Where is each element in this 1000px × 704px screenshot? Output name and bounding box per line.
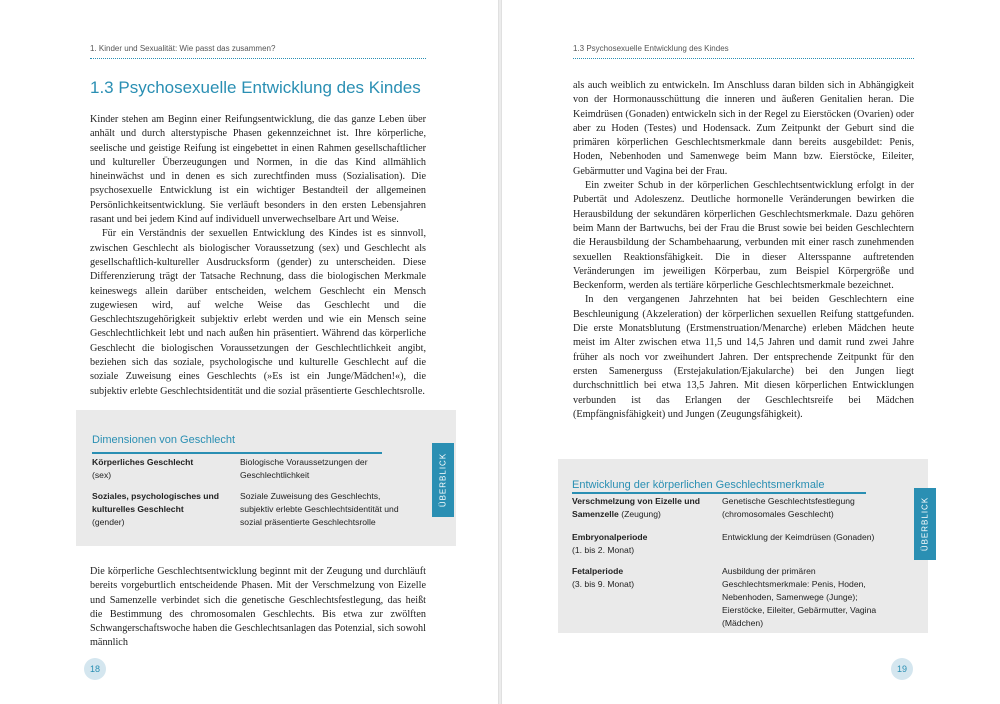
box-term-note: (sex) [92, 470, 112, 480]
paragraph: Kinder stehen am Beginn einer Reifungsentwicklung, die das ganze Leben über anhält und durch alterstypische Phasen gekennzeichnet ist. Ihre körperliche, seelische und geistige Reifung ist eingebettet in einen Rahmen gesellschaftlicher und kultureller Überzeugungen und Normen, in die das Kind allmählich hineinwächst und in denen es sich zurechtfinden muss (Sozialisation). Die psychosexuelle Entwicklung ist ein wichtiger Bestandteil der allgemeinen Persönlichkeitsentwicklung. Sie verläuft besonders in den ersten Lebensjahren rasant und bei jedem Kind auf individuell unverwechselbare Art und Weise. [90, 114, 426, 226]
box-term: Fetalperiode [572, 566, 624, 576]
paragraph: Ein zweiter Schub in der körperlichen Geschlechtsentwicklung erfolgt in der Pubertät und Adoleszenz. Deutliche hormonelle Veränderungen bewirken die Herausbildung der sekundären körperlichen Geschlechtsmerkmale. Dazu gehören beim Mann der Bartwuchs, bei der Frau die Brust sowie bei beiden Geschlechtern die Herausbildung der Schambehaarung, verbunden mit einer rasch zunehmenden sexuellen Reaktionsfähigkeit. Die in dieser Altersspanne auftretenden Veränderungen im jeweiligen Körperbau, zum Beispiel Körpergröße und Beckenform, werden als tertiäre körperliche Geschlechtsmerkmale bezeichnet. [573, 180, 914, 292]
page-number: 19 [891, 658, 913, 680]
running-head: 1. Kinder und Sexualität: Wie passt das zusammen? [90, 44, 276, 53]
box-description: Entwicklung der Keimdrüsen (Gonaden) [722, 532, 875, 542]
box-title: Entwicklung der körperlichen Geschlechtsmerkmale [572, 479, 825, 491]
body-text-bottom [90, 565, 426, 651]
box-description: Soziale Zuweisung des Geschlechts, subjektiv erlebte Geschlechtsidentität und sozial präsentierte Geschlechtsrolle [240, 491, 399, 527]
box-term: Embryonalperiode [572, 532, 648, 542]
box-term-note: (gender) [92, 517, 125, 527]
box-term-note: (Zeugung) [621, 509, 661, 519]
running-head-rule [573, 58, 914, 59]
body-text-top [90, 113, 426, 399]
box-title: Dimensionen von Geschlecht [92, 434, 236, 446]
paragraph: Für ein Verständnis der sexuellen Entwicklung des Kindes ist es sinnvoll, zwischen Geschlecht als biologischer Voraussetzung (sex) und Geschlecht als gesellschaftlich-kultureller Ausdrucksform (gender) zu unterscheiden. Diese Differenzierung trägt der Tatsache Rechnung, dass die biologischen Merkmale keineswegs allein darüber entscheiden, welchem Geschlecht ein Mensch zugewiesen wird, auf welche Weise das Geschlecht und die Geschlechtszugehörigkeit subjektiv erlebt werden und wie ein Mensch seine Geschlechtlichkeit lebt und nach außen hin präsentiert. Während das körperliche Geschlecht die biologischen Voraussetzungen der Geschlechtlichkeit angibt, beziehen sich das soziale, psychologische und kulturelle Geschlecht auf die soziale Zuweisung eines Geschlechts (»Es ist ein Junge/Mädchen!«), die subjektiv erlebte Geschlechtsidentität und die sozial präsentierte Geschlechtsrolle. [90, 228, 426, 397]
box-term: Körperliches Geschlecht [92, 457, 194, 467]
section-title: 1.3 Psychosexuelle Entwicklung des Kindes [90, 78, 421, 97]
box-title-rule [92, 452, 382, 454]
running-head-rule [90, 58, 426, 59]
box-term: Verschmelzung von Eizelle und Samenzelle [572, 496, 700, 519]
paragraph: Die körperliche Geschlechtsentwicklung beginnt mit der Zeugung und durchläuft bereits vorgeburtlich entscheidende Phasen. Mit der Verschmelzung von Eizelle und Samenzelle verbindet sich die genetische Geschlechtsfestlegung, das heißt die Bestimmung des chromosomalen Geschlechts. Bis etwa zur zwölften Schwangerschaftswoche haben die Geschlechtsanlagen das Potenzial, sich sowohl männlich [90, 566, 426, 649]
paragraph: als auch weiblich zu entwickeln. Im Anschluss daran bilden sich in Abhängigkeit von der Hormonausschüttung die inneren und äußeren Genitalien heran. Die Keimdrüsen (Gonaden) entwickeln sich in der Regel zu Eierstöcken (Ovarien) oder aber zu Hoden (Testes) und Hodensack. Zum Zeitpunkt der Geburt sind die primären körperlichen Geschlechtsmerkmale dann bereits ausgebildet: Penis, Hoden, Nebenhoden und Samenwege beim Mann bzw. Eierstöcke, Eileiter, Gebärmutter und Vagina bei der Frau. [573, 80, 914, 177]
box-title-rule [572, 492, 866, 494]
body-text [573, 79, 914, 422]
right-page [502, 0, 1000, 704]
box-term: Soziales, psychologisches und kulturelles Geschlecht [92, 491, 220, 514]
overview-tab: ÜBERBLICK [432, 443, 454, 517]
running-head: 1.3 Psychosexuelle Entwicklung des Kindes [573, 44, 729, 53]
overview-box-development [558, 459, 928, 633]
left-page [0, 0, 498, 704]
paragraph: In den vergangenen Jahrzehnten hat bei beiden Geschlechtern eine Beschleunigung (Akzeleration) der körperlichen sexuellen Reifung stattgefunden. Die erste Monatsblutung (Erstmenstruation/Menarche) erleben Mädchen heute meist im Alter zwischen etwa 11,5 und 14,5 Jahren und damit rund zwei Jahre früher als noch vor zweihundert Jahren. Der entsprechende Zeitpunkt für den ersten Samenerguss (Erstejakulation/Ejakularche) bei den Jungen liegt durchschnittlich bei etwa 13,5 Jahren. Mit diesen körperlichen Entwicklungen verbunden ist das Erlangen der Geschlechtsreife bei Mädchen (Empfängnisfähigkeit) und Jungen (Zeugungsfähigkeit). [573, 294, 914, 420]
box-description: Genetische Geschlechtsfestlegung (chromosomales Geschlecht) [722, 496, 855, 519]
box-term-note: (1. bis 2. Monat) [572, 545, 635, 555]
overview-box-dimensions [76, 410, 456, 546]
box-term-note: (3. bis 9. Monat) [572, 579, 635, 589]
box-description: Biologische Voraussetzungen der Geschlechtlichkeit [240, 457, 368, 480]
overview-tab: ÜBERBLICK [914, 488, 936, 560]
page-number: 18 [84, 658, 106, 680]
box-description: Ausbildung der primären Geschlechtsmerkmale: Penis, Hoden, Nebenhoden, Samenwege (Junge); Eierstöcke, Eileiter, Gebärmutter, Vagina (Mädchen) [722, 566, 877, 628]
